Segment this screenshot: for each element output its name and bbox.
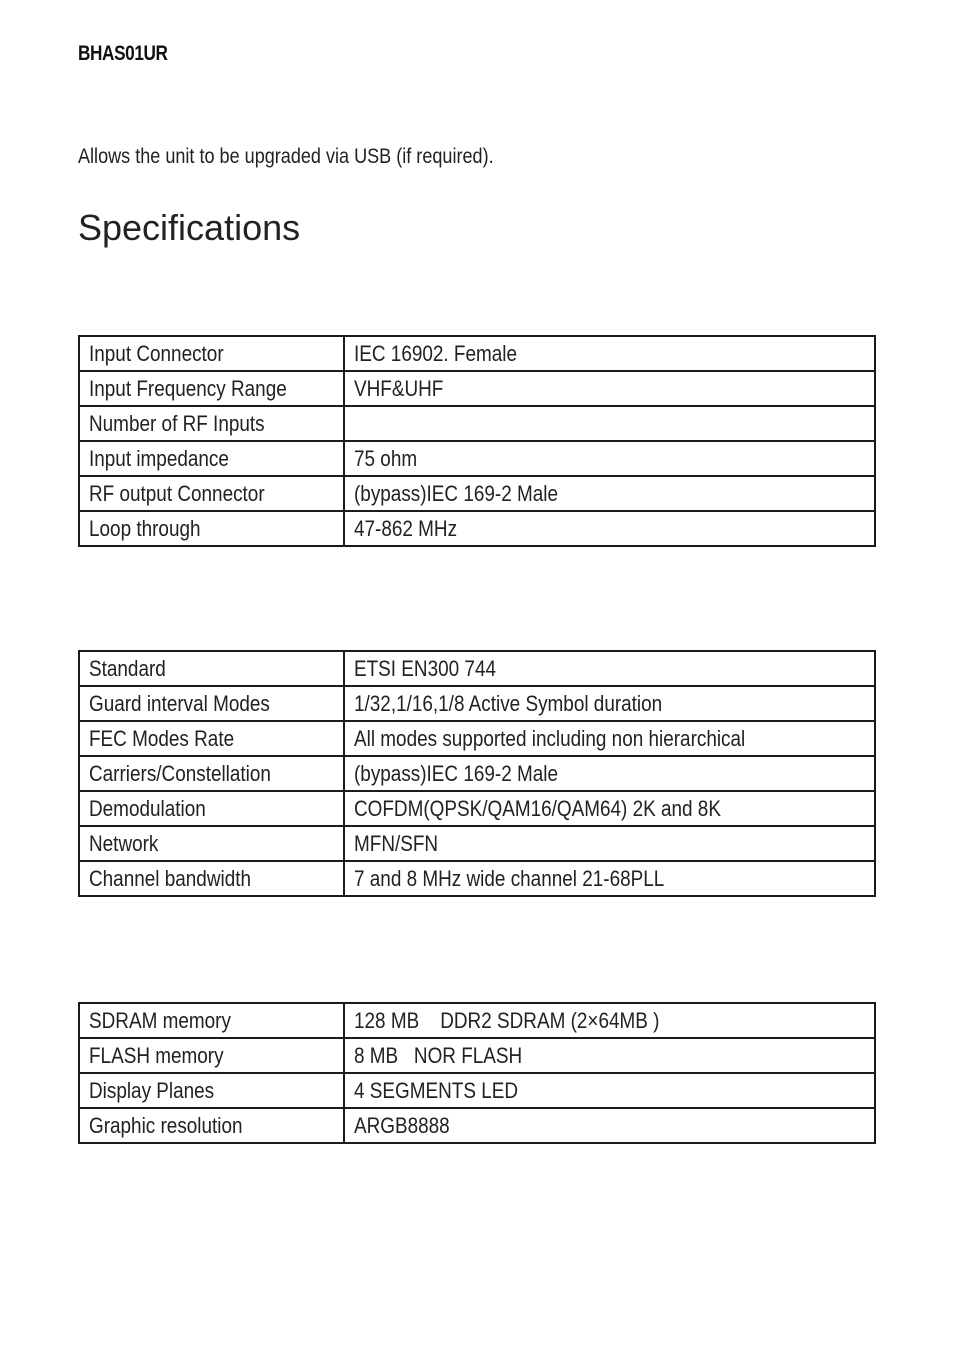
spec-value: All modes supported including non hierarchical <box>344 721 875 756</box>
spec-label: Network <box>79 826 344 861</box>
table-row <box>79 686 875 721</box>
spec-label: Input impedance <box>79 441 344 476</box>
table-row <box>79 441 875 476</box>
table-row <box>79 721 875 756</box>
table-row <box>79 406 875 441</box>
table-row <box>79 791 875 826</box>
spec-value: MFN/SFN <box>344 826 875 861</box>
spec-label: FEC Modes Rate <box>79 721 344 756</box>
spec-value: 75 ohm <box>344 441 875 476</box>
table-row <box>79 1038 875 1073</box>
spec-label: Standard <box>79 651 344 686</box>
table-row <box>79 1073 875 1108</box>
spec-value: (bypass)IEC 169-2 Male <box>344 476 875 511</box>
table-row <box>79 336 875 371</box>
spec-label: Demodulation <box>79 791 344 826</box>
spec-label: Input Connector <box>79 336 344 371</box>
spec-label: Channel bandwidth <box>79 861 344 896</box>
spec-label: SDRAM memory <box>79 1003 344 1038</box>
table-row <box>79 371 875 406</box>
spec-label: Input Frequency Range <box>79 371 344 406</box>
table-row <box>79 651 875 686</box>
spec-label: Number of RF Inputs <box>79 406 344 441</box>
spec-label: FLASH memory <box>79 1038 344 1073</box>
spec-label: RF output Connector <box>79 476 344 511</box>
table-row <box>79 511 875 546</box>
spec-value: 4 SEGMENTS LED <box>344 1073 875 1108</box>
spec-label: Display Planes <box>79 1073 344 1108</box>
intro-text: Allows the unit to be upgraded via USB (if required). <box>78 145 494 168</box>
spec-value: IEC 16902. Female <box>344 336 875 371</box>
section-title: Specifications <box>78 207 301 248</box>
demodulator-spec-table <box>78 650 876 897</box>
spec-value: 1/32,1/16,1/8 Active Symbol duration <box>344 686 875 721</box>
spec-value: 7 and 8 MHz wide channel 21-68PLL <box>344 861 875 896</box>
tuner-spec-table <box>78 335 876 547</box>
spec-label: Carriers/Constellation <box>79 756 344 791</box>
spec-value: 47-862 MHz <box>344 511 875 546</box>
table-row <box>79 826 875 861</box>
spec-value: COFDM(QPSK/QAM16/QAM64) 2K and 8K <box>344 791 875 826</box>
spec-value: (bypass)IEC 169-2 Male <box>344 756 875 791</box>
spec-value: 128 MB DDR2 SDRAM (2×64MB ) <box>344 1003 875 1038</box>
table-row <box>79 1003 875 1038</box>
spec-value: ARGB8888 <box>344 1108 875 1143</box>
spec-value: 8 MB NOR FLASH <box>344 1038 875 1073</box>
table-row <box>79 476 875 511</box>
spec-value <box>344 406 875 441</box>
spec-label: Loop through <box>79 511 344 546</box>
memory-spec-table <box>78 1002 876 1144</box>
table-row <box>79 861 875 896</box>
spec-value: VHF&UHF <box>344 371 875 406</box>
spec-value: ETSI EN300 744 <box>344 651 875 686</box>
spec-label: Guard interval Modes <box>79 686 344 721</box>
model-number: BHAS01UR <box>78 42 168 65</box>
table-row <box>79 1108 875 1143</box>
table-row <box>79 756 875 791</box>
spec-label: Graphic resolution <box>79 1108 344 1143</box>
